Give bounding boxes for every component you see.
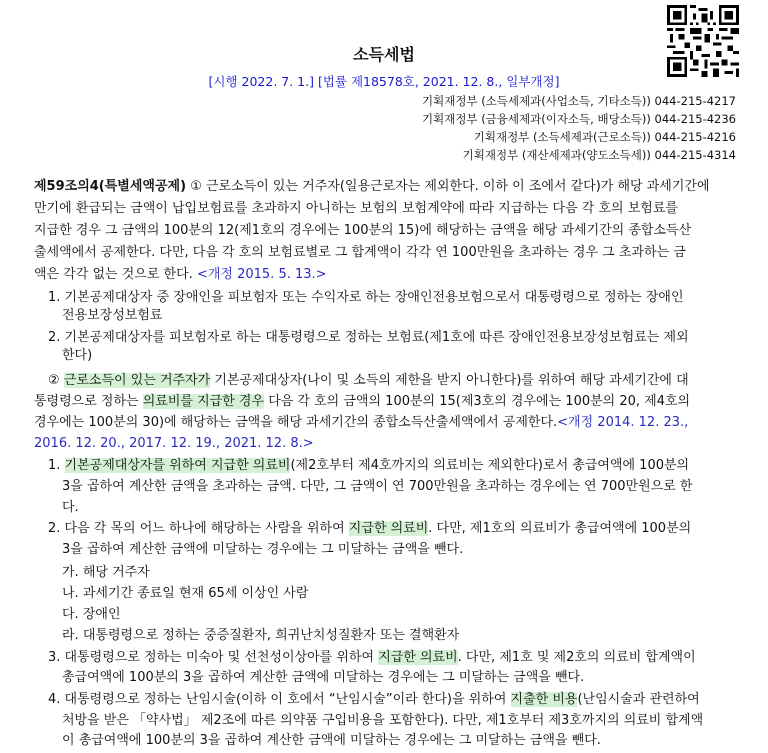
amendment-link[interactable]: 2016. 12. 20., 2017. 12. 19., 2021. 12. 8.> [34,436,314,451]
highlight: 의료비를 지급한 경우 [142,394,265,409]
list-item-continued: 3을 곱하여 계산한 금액에 미달하는 경우에는 그 미달하는 금액을 뺀다. [62,542,464,557]
list-item-continued: 총급여액에 100분의 3을 곱하여 계산한 금액에 미달하는 경우에는 그 미달하는 금액을 뺀다. [62,670,585,685]
ministry-contact: 기획재정부 (금융세제과(이자소득, 배당소득)) 044-215-4236 [422,112,736,126]
ministry-contact: 기획재정부 (재산세제과(양도소득세)) 044-215-4314 [462,148,736,162]
sub-item: 가. 해당 거주자 [62,565,150,580]
list-item: 3. 대통령령으로 정하는 미숙아 및 선천성이상아를 위하여 지급한 의료비. 다만, 제1호 및 제2호의 의료비 합계액이 [48,650,696,665]
paragraph-line: 경우에는 100분의 30)에 해당하는 금액을 해당 과세기간의 종합소득산출세액에서 공제한다.<개정 2014. 12. 23., [34,415,689,430]
ministry-contact: 기획재정부 (소득세제과(사업소득, 기타소득)) 044-215-4217 [422,94,736,108]
list-item: 2. 다음 각 목의 어느 하나에 해당하는 사람을 위하여 지급한 의료비. 다만, 제1호의 의료비가 총급여액에 100분의 [48,521,692,536]
paragraph-line: 출세액에서 공제한다. 다만, 다음 각 호의 보험료별로 그 합계액이 각각 연 100만원을 초과하는 경우 그 초과하는 금 [34,245,686,260]
list-item-continued: 다. [62,500,79,515]
paragraph-line: ② 근로소득이 있는 거주자가 기본공제대상자(나이 및 소득의 제한을 받지 아니한다)를 위하여 해당 과세기간에 대 [48,373,689,388]
list-item: 2. 기본공제대상자를 피보험자로 하는 대통령령으로 정하는 보험료(제1호에 따른 장애인전용보장성보험료는 제외 [48,330,689,345]
amendment-link[interactable]: <개정 2015. 5. 13.> [196,267,327,282]
ministry-contact: 기획재정부 (소득세제과(근로소득)) 044-215-4216 [473,130,736,144]
paragraph-line: 만기에 환급되는 금액이 납입보험료를 초과하지 아니하는 보험의 보험계약에 따라 지급하는 다음 각 호의 보험료를 [34,201,678,216]
paragraph-line: 지급한 경우 그 금액의 100분의 12(제1호의 경우에는 100분의 15)에 해당하는 금액을 해당 과세기간의 종합소득산 [34,223,692,238]
list-item-continued: 이 총급여액에 100분의 3을 곱하여 계산한 금액에 미달하는 경우에는 그 미달하는 금액을 뺀다. [62,733,601,748]
sub-item: 라. 대통령령으로 정하는 중증질환자, 희귀난치성질환자 또는 결핵환자 [62,628,460,643]
list-item-continued: 전용보장성보험료 [62,308,163,323]
highlight: 근로소득이 있는 거주자가 [63,373,211,388]
sub-item: 나. 과세기간 종료일 현재 65세 이상인 사람 [62,586,309,601]
list-item-continued: 3을 곱하여 계산한 금액을 초과하는 금액. 다만, 그 금액이 연 700만원을 초과하는 경우에는 연 700만원으로 한 [62,479,693,494]
law-title: 소득세법 [353,45,415,64]
paragraph-line: 통령령으로 정하는 의료비를 지급한 경우 다음 각 호의 금액의 100분의 15(제3호의 경우에는 100분의 20, 제4호의 [34,394,691,409]
list-item-continued: 처방을 받은 「약사법」 제2조에 따른 의약품 구입비용을 포함한다). 다만, 제1호부터 제3호까지의 의료비 합계액 [62,713,704,728]
list-item-continued: 한다) [62,348,93,363]
qr-code-icon [667,5,739,77]
enactment-info: [시행 2022. 7. 1.] [법률 제18578호, 2021. 12. 8., 일부개정] [208,74,560,89]
highlight: 지출한 비용 [510,692,578,707]
highlight: 지급한 의료비 [378,650,458,665]
paragraph-line: 제59조의4(특별세액공제) ① 근로소득이 있는 거주자(일용근로자는 제외한다. 이하 이 조에서 같다)가 해당 과세기간에 [34,179,710,194]
paragraph-line: 액은 각각 없는 것으로 한다. <개정 2015. 5. 13.> [34,267,327,282]
highlight: 지급한 의료비 [348,521,429,536]
amendment-link[interactable]: <개정 2014. 12. 23., [557,415,689,430]
highlight: 기본공제대상자를 위하여 지급한 의료비 [64,458,291,473]
list-item: 4. 대통령령으로 정하는 난임시술(이하 이 호에서 “난임시술”이라 한다)을 위하여 지출한 비용(난임시술과 관련하여 [48,692,700,707]
list-item: 1. 기본공제대상자를 위하여 지급한 의료비(제2호부터 제4호까지의 의료비는 제외한다)로서 총급여액에 100분의 [48,458,690,473]
list-item: 1. 기본공제대상자 중 장애인을 피보험자 또는 수익자로 하는 장애인전용보험으로서 대통령령으로 정하는 장애인 [48,290,684,305]
article-heading: 제59조의4(특별세액공제) [34,179,187,194]
sub-item: 다. 장애인 [62,607,121,622]
